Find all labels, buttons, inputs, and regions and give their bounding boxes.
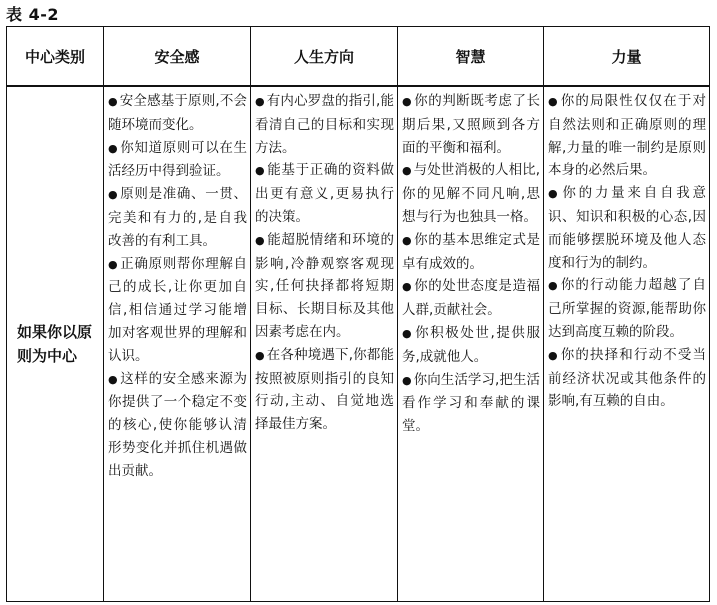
list-item: [108, 90, 247, 137]
list-item: [402, 369, 540, 438]
bullet-icon: ●: [402, 326, 414, 340]
bullet-icon: ●: [402, 233, 413, 247]
header-center-category: 中心类别: [7, 27, 104, 87]
bullet-text: 能超脱情绪和环境的影响,冷静观察客观现实,任何抉择都将短期目标、长期目标及其他因素考虑在内。: [255, 231, 395, 340]
bullet-text: 你积极处世,提供服务,成就他人。: [402, 324, 540, 365]
list-item: [108, 368, 247, 483]
security-list: [108, 90, 247, 483]
list-item: [402, 275, 540, 322]
bullet-text: 安全感基于原则,不会随环境而变化。: [108, 93, 247, 133]
bullet-text: 你的抉择和行动不受当前经济状况或其他条件的影响,有互赖的自由。: [548, 346, 707, 410]
header-row: [7, 27, 710, 87]
list-item: [255, 90, 394, 159]
bullet-icon: ●: [108, 95, 118, 108]
bullet-text: 你的判断既考虑了长期后果,又照顾到各方面的平衡和福利。: [402, 93, 541, 156]
bullet-icon: ●: [255, 233, 266, 247]
bullet-text: 有内心罗盘的指引,能看清自己的目标和实现方法。: [255, 93, 394, 156]
list-item: [548, 344, 706, 413]
table-caption: 表 4-2: [6, 5, 59, 24]
bullet-icon: ●: [255, 348, 265, 362]
list-item: [108, 183, 247, 252]
bullet-text: 你向生活学习,把生活看作学习和奉献的课堂。: [402, 371, 540, 435]
header-wisdom: 智慧: [398, 27, 544, 87]
bullet-text: 与处世消极的人相比,你的见解不同凡响,思想与行为也独具一格。: [402, 162, 540, 225]
list-item: [548, 90, 706, 182]
wisdom-cell: [398, 86, 544, 602]
bullet-icon: ●: [402, 373, 412, 387]
table-row: [7, 86, 710, 602]
list-item: [402, 229, 540, 276]
bullet-text: 正确原则帮你理解自己的成长,让你更加自信,相信通过学习能增加对客观世界的理解和认识。: [108, 255, 248, 364]
bullet-icon: ●: [402, 164, 412, 178]
bullet-icon: ●: [255, 95, 265, 108]
principle-center-table: [6, 26, 710, 602]
bullet-icon: ●: [402, 280, 413, 294]
bullet-icon: ●: [548, 348, 559, 362]
bullet-text: 你的局限性仅仅在于对自然法则和正确原则的理解,力量的唯一制约是原则本身的必然后果。: [548, 93, 707, 179]
power-list: [548, 90, 706, 413]
bullet-icon: ●: [548, 95, 559, 108]
bullet-icon: ●: [255, 164, 266, 178]
bullet-text: 你知道原则可以在生活经历中得到验证。: [108, 139, 248, 180]
bullet-icon: ●: [108, 188, 119, 202]
list-item: [402, 322, 540, 369]
bullet-icon: ●: [402, 95, 413, 108]
bullet-text: 在各种境遇下,你都能按照被原则指引的良知行动,主动、自觉地选择最佳方案。: [255, 346, 394, 433]
list-item: [255, 229, 394, 344]
list-item: [255, 344, 394, 436]
header-power: 力量: [544, 27, 710, 87]
power-cell: [544, 86, 710, 602]
bullet-text: 你的基本思维定式是卓有成效的。: [402, 231, 541, 272]
bullet-icon: ●: [548, 187, 561, 201]
bullet-text: 这样的安全感来源为你提供了一个稳定不变的核心,使你能够认清形势变化并抓住机遇做出贡献。: [108, 370, 248, 479]
bullet-icon: ●: [548, 279, 559, 293]
security-cell: [104, 86, 251, 602]
list-item: [402, 90, 540, 159]
bullet-text: 能基于正确的资料做出更有意义,更易执行的决策。: [255, 162, 395, 225]
bullet-icon: ●: [108, 141, 119, 155]
list-item: [108, 137, 247, 184]
bullet-text: 你的行动能力超越了自己所掌握的资源,能帮助你达到高度互赖的阶段。: [548, 277, 707, 340]
row-label: 如果你以原则为中心: [7, 86, 104, 602]
bullet-icon: ●: [108, 257, 119, 271]
list-item: [548, 274, 706, 343]
bullet-icon: ●: [108, 372, 119, 386]
bullet-text: 你的处世态度是造福人群,贡献社会。: [402, 278, 541, 319]
list-item: [548, 182, 706, 274]
life-direction-cell: [251, 86, 398, 602]
bullet-text: 你的力量来自自我意识、知识和积极的心态,因而能够摆脱环境及他人态度和行为的制约。: [548, 185, 706, 271]
list-item: [108, 253, 247, 368]
life-direction-list: [255, 90, 394, 436]
bullet-text: 原则是准确、一贯、完美和有力的,是自我改善的有利工具。: [108, 186, 248, 249]
list-item: [402, 159, 540, 228]
header-security: 安全感: [104, 27, 251, 87]
wisdom-list: [402, 90, 540, 438]
header-life-direction: 人生方向: [251, 27, 398, 87]
list-item: [255, 159, 394, 228]
